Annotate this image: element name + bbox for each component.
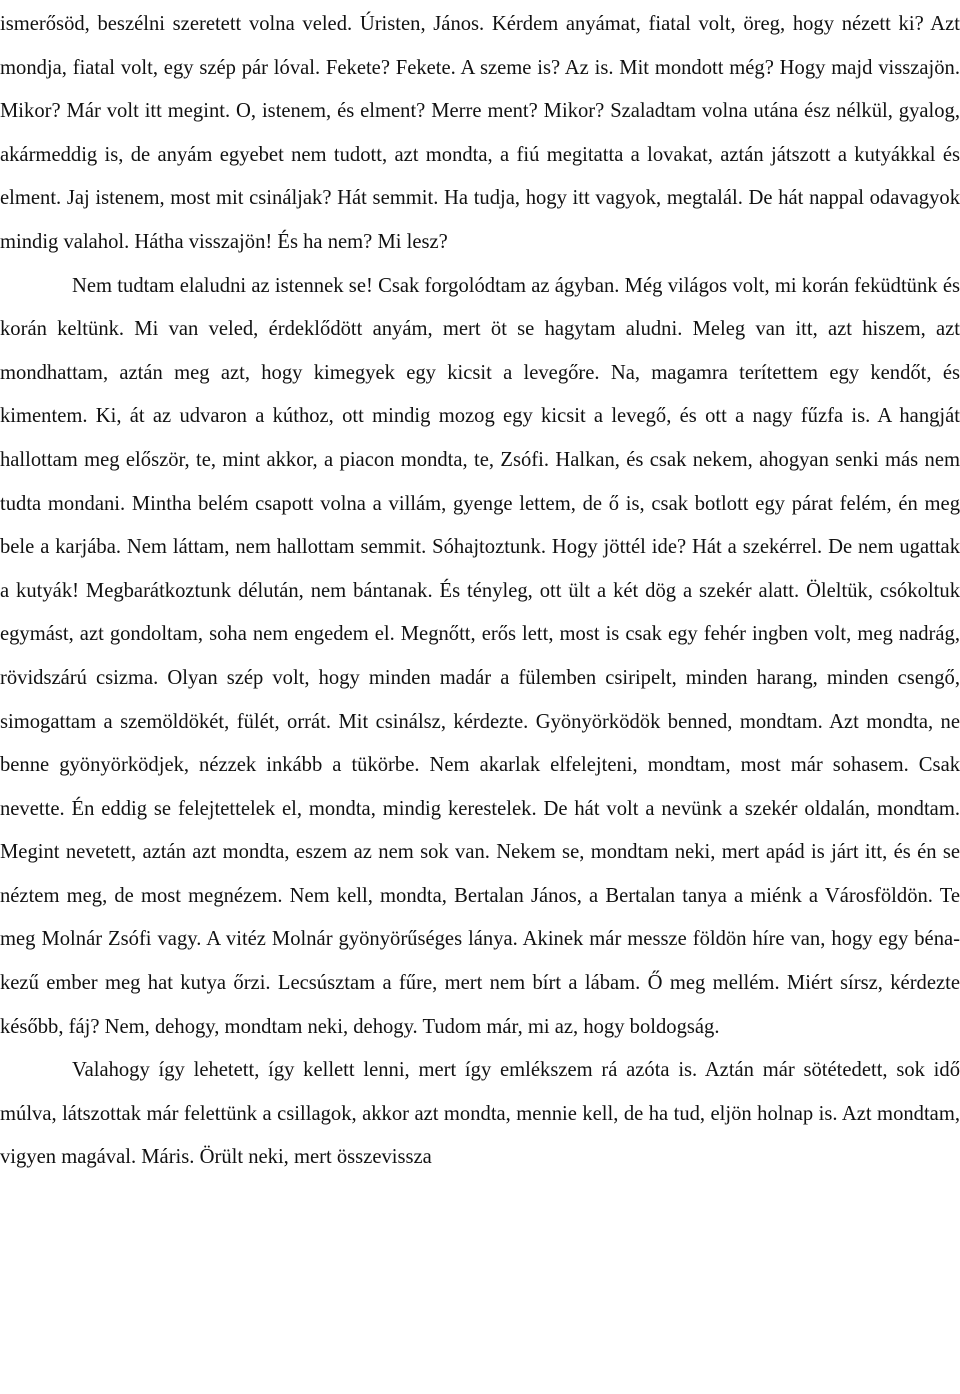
document-body (0, 3, 960, 1180)
paragraph: Nem tudtam elaludni az istennek se! Csak forgolódtam az ágyban. Még világos volt, mi korán feküdtünk és korán keltünk. Mi van veled, érdeklődött anyám, mert öt se hagytam aludni. Meleg van itt, azt hiszem, azt mondhattam, aztán meg azt, hogy kimegyek egy kicsit a levegőre. Na, magamra terítettem egy kendőt, és kimentem. Ki, át az udvaron a kúthoz, ott mindig mozog egy kicsit a levegő, és ott a nagy fűzfa is. A hangját hallottam meg először, te, mint akkor, a piacon mondta, te, Zsófi. Halkan, és csak nekem, ahogyan senki más nem tudta mondani. Mintha belém csapott volna a villám, gyenge lettem, de ő is, csak botlott egy párat felém, én meg bele a karjába. Nem láttam, nem hallottam semmit. Sóhajtoztunk. Hogy jöttél ide? Hát a szekérrel. De nem ugattak a kutyák! Megbarátkoztunk délután, nem bántanak. És tényleg, ott ült a két dög a szekér alatt. Öleltük, csókoltuk egymást, azt gondoltam, soha nem engedem el. Megnőtt, erős lett, most is csak egy fehér ingben volt, meg nadrág, rövidszárú csizma. Olyan szép volt, hogy minden madár a fülemben csiripelt, minden harang, minden csengő, simogattam a szemöldökét, fülét, orrát. Mit csinálsz, kérdezte. Gyönyörködök benned, mondtam. Azt mondta, ne benne gyönyörködjek, nézzek inkább a tükörbe. Nem akarlak elfelejteni, mondtam, most már sohasem. Csak nevette. Én eddig se felejtettelek el, mondta, mindig kerestelek. De hát volt a nevünk a szekér oldalán, mondtam. Megint nevetett, aztán azt mondta, eszem az nem sok van. Nekem se, mondtam neki, mert apád is járt itt, és én se néztem meg, de most megnézem. Nem kell, mondta, Bertalan János, a Bertalan tanya a miénk a Városföldön. Te meg Molnár Zsófi vagy. A vitéz Molnár gyönyörűséges lánya. Akinek már messze földön híre van, hogy egy béna-kezű ember meg hat kutya őrzi. Lecsúsztam a fűre, mert nem bírt a lábam. Ő meg mellém. Miért sírsz, kérdezte később, fáj? Nem, dehogy, mondtam neki, dehogy. Tudom már, mi az, hogy boldogság. (0, 274, 960, 1038)
paragraph: ismerősöd, beszélni szeretett volna veled. Úristen, János. Kérdem anyámat, fiatal volt, öreg, hogy nézett ki? Azt mondja, fiatal volt, egy szép pár lóval. Fekete? Fekete. A szeme is? Az is. Mit mondott még? Hogy majd visszajön. Mikor? Már volt itt megint. O, istenem, és elment? Merre ment? Mikor? Szaladtam volna utána ész nélkül, gyalog, akármeddig is, de anyám egyebet nem tudott, azt mondta, a fiú megitatta a lovakat, aztán játszott a kutyákkal és elment. Jaj istenem, most mit csináljak? Hát semmit. Ha tudja, hogy itt vagyok, megtalál. De hát nappal odavagyok mindig valahol. Hátha visszajön! És ha nem? Mi lesz? (0, 13, 960, 253)
paragraph: Valahogy így lehetett, így kellett lenni, mert így emlékszem rá azóta is. Aztán már sötétedett, sok idő múlva, látszottak már felettünk a csillagok, akkor azt mondta, mennie kell, de ha tud, eljön holnap is. Azt mondtam, vigyen magával. Máris. Örült neki, mert összevissza (0, 1059, 960, 1169)
